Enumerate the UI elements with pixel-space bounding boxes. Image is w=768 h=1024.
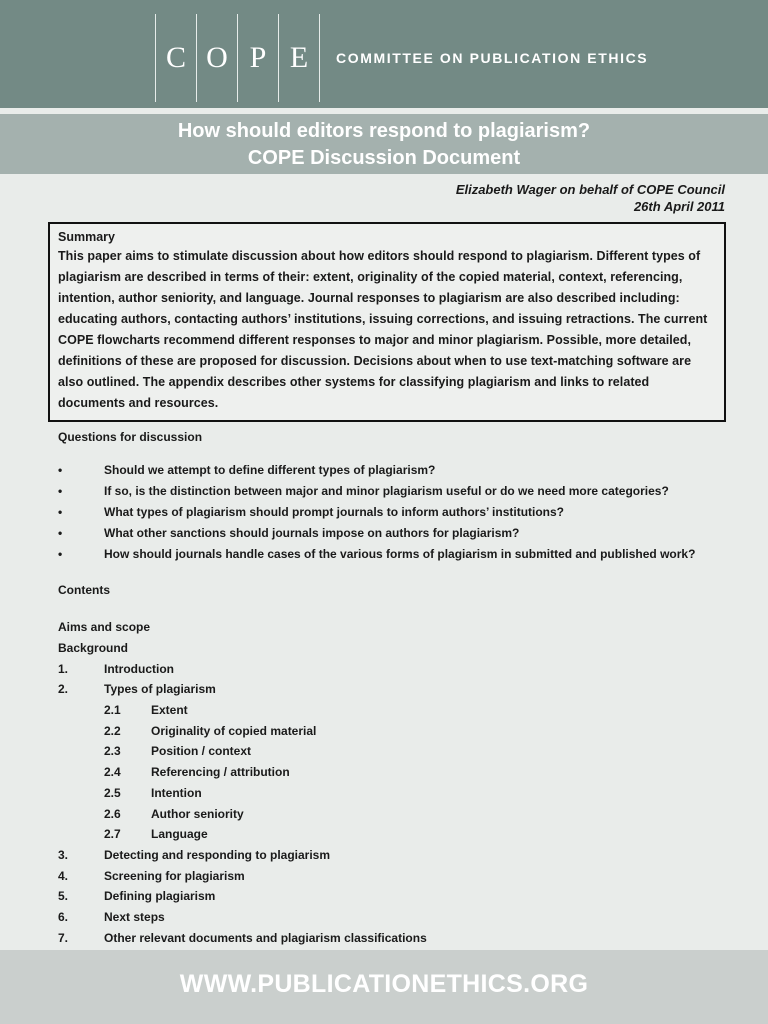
question-item (58, 502, 748, 523)
logo-letters (155, 14, 320, 102)
logo-letter-p: P (249, 41, 267, 74)
document-title (0, 114, 768, 174)
contents-subitem (58, 720, 698, 741)
contents-item-number: 2.7 (104, 827, 121, 842)
contents-item-label: Referencing / attribution (151, 765, 290, 780)
contents-item-label: Originality of copied material (151, 723, 317, 738)
contents-item (58, 658, 698, 679)
contents-item-label: Screening for plagiarism (104, 868, 245, 883)
logo-letter-e: E (289, 41, 309, 74)
contents-item-number: 6. (58, 909, 69, 924)
contents-item-label: Other relevant documents and plagiarism classifications (104, 930, 427, 945)
contents-item-label: Language (151, 827, 208, 842)
summary-heading: Summary (58, 230, 115, 244)
contents-item-number: 2.2 (104, 723, 121, 738)
author-name: Elizabeth Wager on behalf of COPE Council (455, 182, 725, 197)
question-item (58, 460, 748, 481)
contents-item-label: Types of plagiarism (104, 682, 216, 697)
bullet-icon: • (58, 504, 63, 519)
summary-box (48, 222, 726, 422)
footer-band (0, 950, 768, 1024)
contents-list (58, 617, 698, 948)
contents-item (58, 638, 698, 659)
contents-item (58, 845, 698, 866)
logo-tagline: COMMITTEE ON PUBLICATION ETHICS (336, 50, 649, 66)
contents-item (58, 865, 698, 886)
contents-item-label: Author seniority (151, 806, 244, 821)
contents-item-number: 4. (58, 868, 69, 883)
contents-item-number: 2.4 (104, 765, 121, 780)
logo-letter-o: O (206, 41, 228, 74)
contents-subitem (58, 824, 698, 845)
questions-list (58, 460, 748, 564)
contents-item-number: 2.6 (104, 806, 121, 821)
contents-item-label: Defining plagiarism (104, 889, 216, 904)
header-banner (0, 0, 768, 108)
title-line-1: How should editors respond to plagiarism? (177, 120, 591, 142)
bullet-icon: • (58, 484, 63, 499)
contents-subitem (58, 803, 698, 824)
bullet-icon: • (58, 525, 63, 540)
question-text: What other sanctions should journals impose on authors for plagiarism? (104, 525, 520, 540)
contents-item-number: 1. (58, 661, 69, 676)
question-item (58, 543, 748, 564)
cope-logo (155, 14, 648, 102)
contents-item-label: Next steps (104, 909, 165, 924)
logo-letter-c: C (165, 41, 186, 74)
contents-subitem (58, 700, 698, 721)
contents-item (58, 886, 698, 907)
contents-item-number: 5. (58, 889, 69, 904)
contents-item-label: Background (58, 641, 129, 656)
contents-item (58, 907, 698, 928)
contents-item-label: Aims and scope (58, 620, 151, 635)
contents-item-number: 3. (58, 847, 69, 862)
contents-item-label: Position / context (151, 744, 252, 759)
contents-item-label: Extent (151, 703, 188, 718)
question-text: How should journals handle cases of the various forms of plagiarism in submitted and published work? (104, 546, 696, 561)
question-text: If so, is the distinction between major and minor plagiarism useful or do we need more categories? (104, 484, 669, 499)
contents-item (58, 617, 698, 638)
question-text: What types of plagiarism should prompt journals to inform authors’ institutions? (104, 504, 565, 519)
bullet-icon: • (58, 546, 63, 561)
byline (456, 181, 725, 215)
contents-item (58, 679, 698, 700)
contents-item-number: 2.5 (104, 785, 121, 800)
contents-item-number: 2. (58, 682, 69, 697)
summary-body: This paper aims to stimulate discussion about how editors should respond to plagiarism. Different types of plagiarism are described in terms of their: extent, originality of the copied material, context, referencing, intention, author seniority, and language. Journal responses to plagiarism are also described including: educating authors, contacting authors’ institutions, issuing corrections, and issuing retractions. The current COPE flowcharts recommend different responses to major and minor plagiarism. Possible, more detailed, definitions of these are proposed for discussion. Decisions about when to use text-matching software are also outlined. The appendix describes other systems for classifying plagiarism and links to related documents and resources. (58, 249, 708, 410)
contents-item-label: Detecting and responding to plagiarism (104, 847, 331, 862)
contents-item (58, 927, 698, 948)
title-line-2: COPE Discussion Document (247, 147, 521, 169)
question-item (58, 481, 748, 502)
contents-item-label: Introduction (104, 661, 174, 676)
question-text: Should we attempt to define different types of plagiarism? (104, 463, 436, 478)
questions-heading: Questions for discussion (58, 430, 203, 444)
contents-item-number: 2.1 (104, 703, 121, 718)
contents-item-label: Intention (151, 785, 202, 800)
contents-subitem (58, 762, 698, 783)
publication-date: 26th April 2011 (633, 199, 725, 214)
contents-subitem (58, 741, 698, 762)
question-item (58, 522, 748, 543)
contents-heading: Contents (58, 583, 110, 597)
bullet-icon: • (58, 463, 63, 478)
website-link[interactable]: WWW.PUBLICATIONETHICS.ORG (179, 970, 589, 998)
contents-item-number: 2.3 (104, 744, 121, 759)
contents-item-number: 7. (58, 930, 69, 945)
contents-subitem (58, 783, 698, 804)
